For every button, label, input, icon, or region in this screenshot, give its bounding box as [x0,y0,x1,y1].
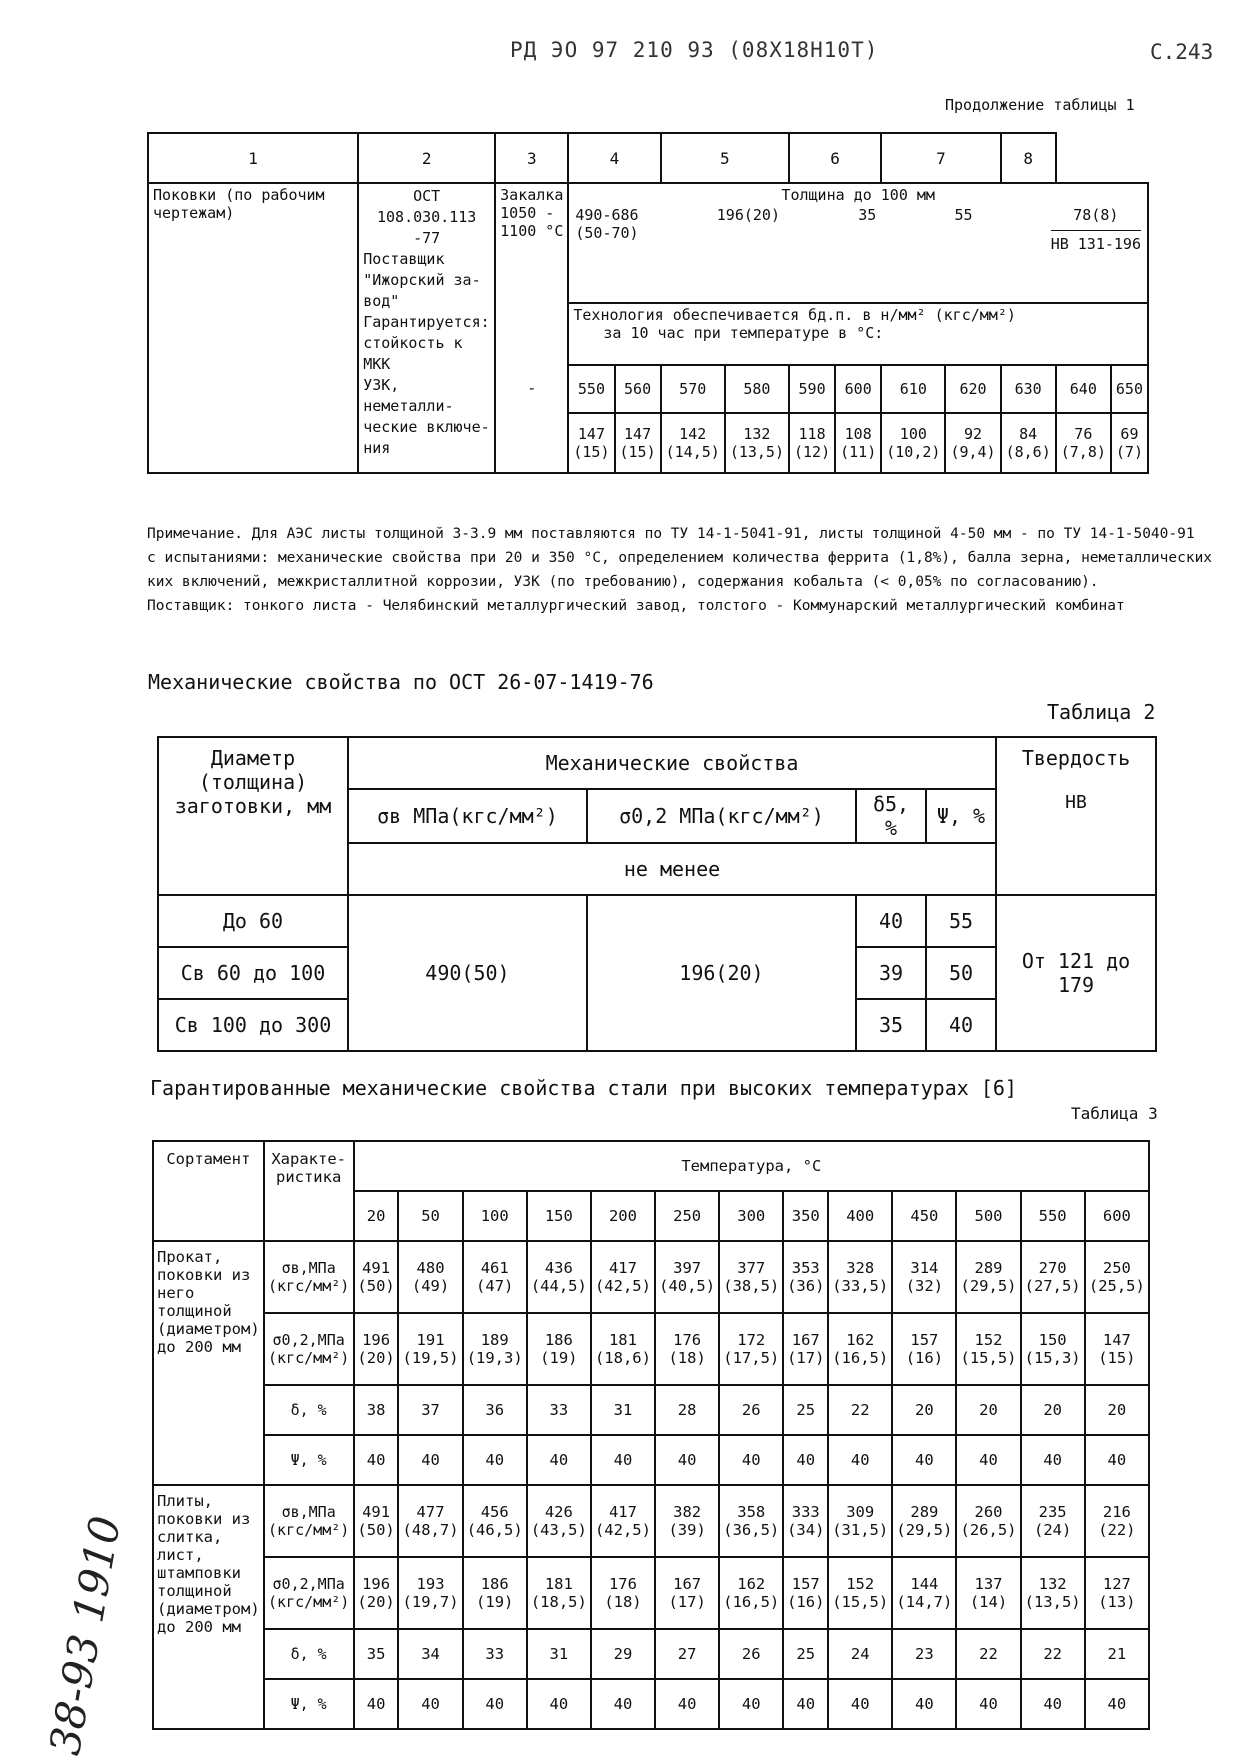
col-num: 1 [148,133,358,183]
diameter-header: Диаметр (толщина) заготовки, мм [158,737,348,895]
table-row [153,1241,1149,1313]
value-cell: 40 [1021,1679,1085,1729]
impact: 78(8) НВ 131-196 [1050,206,1141,253]
value-cell: 40 [956,1435,1020,1485]
value-cell: 426 (43,5) [527,1485,591,1557]
temp-cell: 550 [568,365,614,413]
not-less-label: не менее [348,843,996,895]
value-cell: 40 [783,1435,828,1485]
temp-cell: 250 [655,1191,719,1241]
value-cell: 20 [1085,1385,1149,1435]
table3-caption: Гарантированные механические свойства стали при высоких температурах [6] [150,1076,1017,1100]
mech-header: Механические свойства [348,737,996,789]
value-cell: 397 (40,5) [655,1241,719,1313]
temp-cell: 350 [783,1191,828,1241]
value-cell: 132 (13,5) [1021,1557,1085,1629]
value-cell: 152 (15,5) [956,1313,1020,1385]
standard-cell [358,183,495,473]
value-cell: 353 (36) [783,1241,828,1313]
char-cell: δ, % [264,1629,354,1679]
value-cell: 270 (27,5) [1021,1241,1085,1313]
table1-header-row [148,133,1148,183]
value-cell: 147 (15) [615,413,661,473]
elongation-cell: 35 [856,999,926,1051]
value-cell: 417 (42,5) [591,1485,655,1557]
value-cell: 33 [463,1629,527,1679]
value-cell: 172 (17,5) [719,1313,783,1385]
value-cell: 480 (49) [398,1241,462,1313]
value-cell: 127 (13) [1085,1557,1149,1629]
value-cell: 23 [892,1629,956,1679]
value-cell: 84 (8,6) [1001,413,1056,473]
value-cell: 491 (50) [354,1485,399,1557]
value-cell: 24 [828,1629,892,1679]
value-cell: 26 [719,1629,783,1679]
reduction: 55 [954,206,973,224]
hardness-header: Твердость НВ [996,737,1156,895]
value-cell: 40 [1085,1435,1149,1485]
value-cell: 260 (26,5) [956,1485,1020,1557]
props-cell [568,183,1148,303]
value-cell: 40 [354,1679,399,1729]
value-cell: 38 [354,1385,399,1435]
value-cell: 40 [719,1435,783,1485]
temp-cell: 650 [1111,365,1148,413]
char-cell: Ψ, % [264,1435,354,1485]
temp-cell: 640 [1056,365,1111,413]
value-cell: 40 [591,1435,655,1485]
value-cell: 181 (18,6) [591,1313,655,1385]
value-cell: 189 (19,3) [463,1313,527,1385]
value-cell: 40 [956,1679,1020,1729]
value-cell: 162 (16,5) [828,1313,892,1385]
reduction-cell: 50 [926,947,996,999]
temp-cell: 580 [725,365,789,413]
value-cell: 40 [892,1435,956,1485]
value-cell: 92 (9,4) [945,413,1000,473]
elongation-header: δ5, % [856,789,926,843]
continuation-label: Продолжение таблицы 1 [945,96,1135,114]
diameter-cell: Св 60 до 100 [158,947,348,999]
temp-cell: 620 [945,365,1000,413]
value-cell: 461 (47) [463,1241,527,1313]
value-cell: 186 (19) [463,1557,527,1629]
value-cell: 196 (20) [354,1557,399,1629]
yield-header: σ0,2 МПа(кгс/мм²) [587,789,856,843]
table-row [153,1557,1149,1629]
value-cell: 191 (19,5) [398,1313,462,1385]
char-cell: σв,МПа (кгс/мм²) [264,1485,354,1557]
temp-cell: 600 [835,365,881,413]
line: ОСТ 108.030.113 [377,187,477,226]
value-cell: 181 (18,5) [527,1557,591,1629]
col-num: 4 [568,133,660,183]
value-cell: 35 [354,1629,399,1679]
value-cell: 27 [655,1629,719,1679]
value-cell: 40 [719,1679,783,1729]
value-cell: 40 [892,1679,956,1729]
diameter-cell: До 60 [158,895,348,947]
char-cell: σв,МПа (кгс/мм²) [264,1241,354,1313]
line: ческие включе- [363,418,490,436]
value-cell: 157 (16) [783,1557,828,1629]
handwritten-mark: 38-93 1910 [40,1512,131,1759]
line: УЗК, неметалли- [363,376,454,415]
value-cell: 40 [463,1679,527,1729]
treatment-cell [495,183,568,303]
value-cell: 76 (7,8) [1056,413,1111,473]
table2-label: Таблица 2 [1047,700,1156,724]
line: Гарантируется: [363,313,490,331]
value-cell: 162 (16,5) [719,1557,783,1629]
tensile-range: 490-686 (50-70) [575,206,639,242]
value-cell: 40 [783,1679,828,1729]
hardness-cell: От 121 до 179 [996,895,1156,1051]
line: Закалка [500,186,564,204]
line: "Ижорский за- [363,271,481,289]
note-line: Примечание. Для АЭС листы толщиной 3-3.9 мм поставляются по ТУ 14-1-5041-91, листы толщиной 4-50 мм - по ТУ 14-1-5040-91 [147,526,1195,542]
value-cell: 26 [719,1385,783,1435]
temp-header: Температура, °С [354,1141,1149,1191]
temp-cell: 560 [615,365,661,413]
col-num: 6 [789,133,881,183]
table-row [153,1629,1149,1679]
value-cell: 29 [591,1629,655,1679]
value-cell: 250 (25,5) [1085,1241,1149,1313]
value-cell: 176 (18) [655,1313,719,1385]
value-cell: 40 [527,1679,591,1729]
value-cell: 196 (20) [354,1313,399,1385]
value-cell: 20 [892,1385,956,1435]
value-cell: 118 (12) [789,413,835,473]
reduction-cell: 55 [926,895,996,947]
sort-cell: Плиты, поковки из слитка, лист, штамповки толщиной (диаметром) до 200 мм [153,1485,264,1729]
value-cell: 40 [1021,1435,1085,1485]
yield-cell: 196(20) [587,895,856,1051]
value-cell: 477 (48,7) [398,1485,462,1557]
yield: 196(20) [716,206,780,224]
col-num: 3 [495,133,568,183]
table-1 [147,132,1149,474]
elongation-cell: 40 [856,895,926,947]
reduction-cell: 40 [926,999,996,1051]
value-cell: 40 [828,1435,892,1485]
value-cell: 28 [655,1385,719,1435]
value-cell: 147 (15) [568,413,614,473]
temp-cell: 610 [881,365,945,413]
value-cell: 20 [956,1385,1020,1435]
line: -77 [413,229,441,247]
value-cell: 40 [655,1435,719,1485]
char-header: Характе-ристика [264,1141,354,1241]
value-cell: 40 [655,1679,719,1729]
tensile-cell: 490(50) [348,895,587,1051]
col-num: 5 [661,133,789,183]
value-cell: 36 [463,1385,527,1435]
table2-caption: Механические свойства по ОСТ 26-07-1419-76 [148,670,654,694]
value-cell: 25 [783,1385,828,1435]
table-row [153,1385,1149,1435]
value-cell: 25 [783,1629,828,1679]
value-cell: 144 (14,7) [892,1557,956,1629]
value-cell: 328 (33,5) [828,1241,892,1313]
temp-cell: 500 [956,1191,1020,1241]
temp-cell: 200 [591,1191,655,1241]
value-cell: 142 (14,5) [661,413,725,473]
table-row [158,895,1156,947]
value-cell: 40 [463,1435,527,1485]
table-3 [152,1140,1150,1730]
value-cell: 193 (19,7) [398,1557,462,1629]
temp-cell: 50 [398,1191,462,1241]
value-cell: 34 [398,1629,462,1679]
value-cell: 289 (29,5) [892,1485,956,1557]
temp-cell: 630 [1001,365,1056,413]
line: стойкость к МКК [363,334,463,373]
line: 1050 - 1100 °С [500,204,564,240]
sort-header: Сортамент [153,1141,264,1241]
reduction-header: Ψ, % [926,789,996,843]
note-line: с испытаниями: механические свойства при 20 и 350 °С, определением количества феррита (1,8%), балла зерна, неметаллических [147,550,1213,566]
value-cell: 108 (11) [835,413,881,473]
value-cell: 377 (38,5) [719,1241,783,1313]
value-cell: 33 [527,1385,591,1435]
value-cell: 132 (13,5) [725,413,789,473]
thickness-label: Толщина до 100 мм [781,186,935,204]
value-cell: 31 [527,1629,591,1679]
line: Поставщик [363,250,445,268]
table-row [153,1435,1149,1485]
elongation-cell: 39 [856,947,926,999]
note-line: ких включений, межкристаллитной коррозии, УЗК (по требованию), содержания кобальта (< 0,05% по согласованию). [147,574,1099,590]
value-cell: 20 [1021,1385,1085,1435]
value-cell: 167 (17) [783,1313,828,1385]
value-cell: 147 (15) [1085,1313,1149,1385]
technology-note: Технология обеспечивается бд.п. в н/мм² (кгс/мм²) за 10 час при температуре в °С: [568,303,1148,365]
value-cell: 69 (7) [1111,413,1148,473]
sort-cell: Прокат, поковки из него толщиной (диаметром) до 200 мм [153,1241,264,1485]
col-num: 8 [1001,133,1056,183]
value-cell: 309 (31,5) [828,1485,892,1557]
tensile-header: σв МПа(кгс/мм²) [348,789,587,843]
value-cell: 186 (19) [527,1313,591,1385]
table3-label: Таблица 3 [1071,1104,1158,1123]
temp-cell: 150 [527,1191,591,1241]
diameter-cell: Св 100 до 300 [158,999,348,1051]
temp-cell: 600 [1085,1191,1149,1241]
value-cell: 358 (36,5) [719,1485,783,1557]
temp-cell: 400 [828,1191,892,1241]
temp-cell: 570 [661,365,725,413]
temp-cell: 450 [892,1191,956,1241]
value-cell: 491 (50) [354,1241,399,1313]
temp-cell: 300 [719,1191,783,1241]
value-cell: 22 [828,1385,892,1435]
value-cell: 40 [398,1679,462,1729]
value-cell: 22 [956,1629,1020,1679]
note-line: Поставщик: тонкого листа - Челябинский металлургический завод, толстого - Коммунарский металлургический комбинат [147,598,1125,614]
value-cell: 167 (17) [655,1557,719,1629]
value-cell: 157 (16) [892,1313,956,1385]
value-cell: 235 (24) [1021,1485,1085,1557]
temp-cell: 590 [789,365,835,413]
page-number: С.243 [1150,40,1214,64]
table-row [153,1485,1149,1557]
table-row [153,1679,1149,1729]
value-cell: 22 [1021,1629,1085,1679]
value-cell: 40 [354,1435,399,1485]
dash-cell: - [495,303,568,473]
value-cell: 40 [398,1435,462,1485]
char-cell: σ0,2,МПа (кгс/мм²) [264,1557,354,1629]
char-cell: δ, % [264,1385,354,1435]
value-cell: 289 (29,5) [956,1241,1020,1313]
product-cell: Поковки (по рабочим чертежам) [148,183,358,473]
value-cell: 436 (44,5) [527,1241,591,1313]
line: вод" [363,292,400,310]
value-cell: 382 (39) [655,1485,719,1557]
value-cell: 100 (10,2) [881,413,945,473]
temp-cell: 100 [463,1191,527,1241]
value-cell: 40 [527,1435,591,1485]
value-cell: 40 [591,1679,655,1729]
table-row [153,1313,1149,1385]
value-cell: 152 (15,5) [828,1557,892,1629]
value-cell: 216 (22) [1085,1485,1149,1557]
table-2 [157,736,1157,1052]
value-cell: 150 (15,3) [1021,1313,1085,1385]
value-cell: 40 [828,1679,892,1729]
value-cell: 417 (42,5) [591,1241,655,1313]
value-cell: 21 [1085,1629,1149,1679]
char-cell: Ψ, % [264,1679,354,1729]
value-cell: 314 (32) [892,1241,956,1313]
temp-cell: 20 [354,1191,399,1241]
char-cell: σ0,2,МПа (кгс/мм²) [264,1313,354,1385]
value-cell: 456 (46,5) [463,1485,527,1557]
note [147,522,1217,618]
col-num: 2 [358,133,495,183]
value-cell: 37 [398,1385,462,1435]
col-num: 7 [881,133,1000,183]
value-cell: 176 (18) [591,1557,655,1629]
line: ния [363,439,391,457]
elongation: 35 [858,206,877,224]
value-cell: 333 (34) [783,1485,828,1557]
document-code: РД ЭО 97 210 93 (08Х18Н10Т) [510,38,879,62]
value-cell: 40 [1085,1679,1149,1729]
value-cell: 137 (14) [956,1557,1020,1629]
value-cell: 31 [591,1385,655,1435]
temp-cell: 550 [1021,1191,1085,1241]
